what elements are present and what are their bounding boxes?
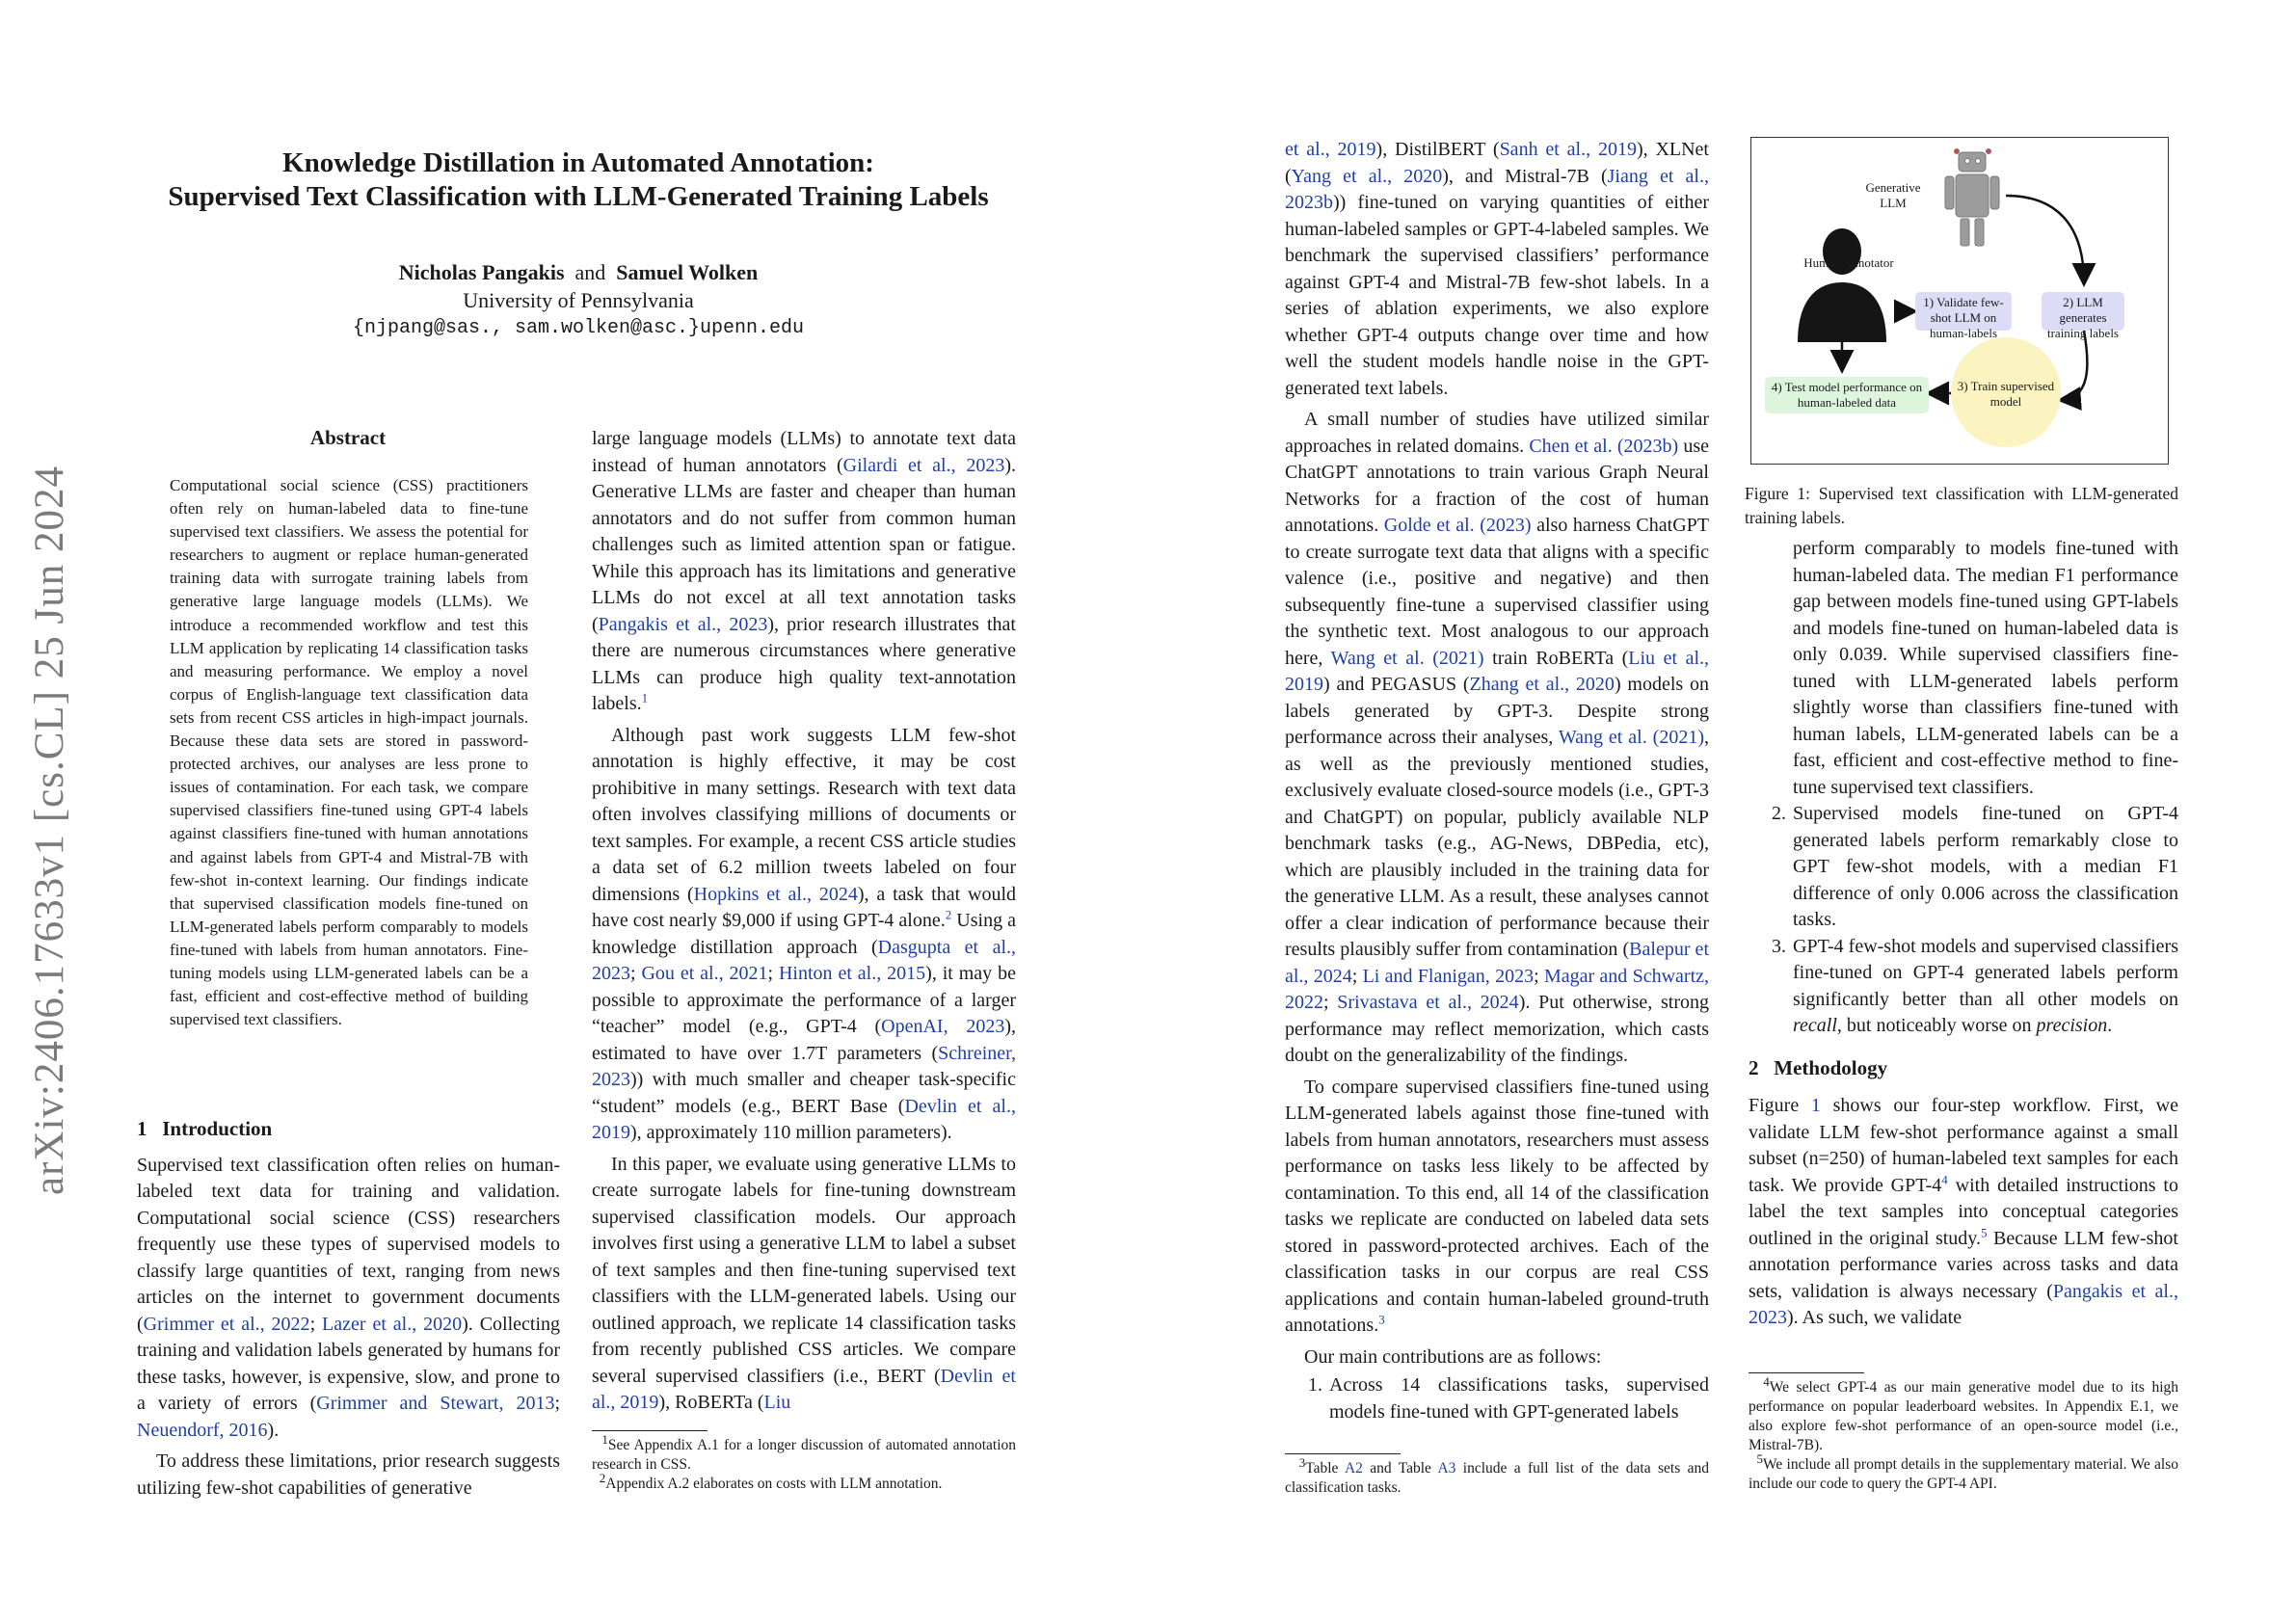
section-2-number: 2 <box>1749 1055 1759 1079</box>
citation-link[interactable]: Pangakis et al., 2023 <box>1749 1280 2178 1328</box>
col3-paragraph-2: To compare supervised classifiers fine-tuned using LLM-generated labels against those fine-tuned with labels from human annotators, researchers must assess performance on tasks less likely to be affected by contamination. To this end, all 14 of the classification tasks we replicate are conducted on labeled data sets stored in password-protected archives. Each of the classification tasks in our corpus are real CSS applications and contain human-labeled ground-truth annotations.$^3$ <box>1285 1076 1709 1336</box>
author-1: Nicholas Pangakis <box>398 260 565 284</box>
footnote-2: $^2$Appendix A.2 elaborates on costs with LLM annotation. <box>599 1470 943 1492</box>
author-block <box>145 258 1012 342</box>
robot-label: Generative LLM <box>1865 180 1921 210</box>
citation-link[interactable]: OpenAI, 2023 <box>881 1016 1005 1037</box>
citation-link[interactable]: Liu <box>763 1392 791 1413</box>
citation-link[interactable]: Gilardi et al., 2023 <box>842 454 1005 476</box>
footnote-rule <box>592 1430 707 1431</box>
list-item: 1. Across 14 classifications tasks, supervised models fine-tuned with GPT-generated labels <box>1327 1372 1709 1425</box>
human-label: Human Annotator <box>1803 255 1894 270</box>
table-ref-link[interactable]: A2 <box>1344 1460 1363 1477</box>
citation-link[interactable]: Grimmer et al., 2022 <box>143 1313 310 1335</box>
citation-link[interactable]: Lazer et al., 2020 <box>322 1313 463 1335</box>
citation-link[interactable]: Chen et al. (2023b) <box>1529 435 1679 457</box>
figure-ref-link[interactable]: 1 <box>1810 1095 1821 1116</box>
citation-link[interactable]: Liu et al., 2019 <box>1285 647 1710 695</box>
step-3-circle: 3) Train supervised model <box>1957 379 2055 409</box>
citation-link[interactable]: Neuendorf, 2016 <box>137 1419 268 1441</box>
paper-title <box>145 146 1012 214</box>
affiliation: University of Pennsylvania <box>463 288 694 312</box>
citation-link[interactable]: Magar and Schwartz, 2022 <box>1285 965 1709 1013</box>
citation-link[interactable]: Li and Flanigan, 2023 <box>1362 965 1535 987</box>
citation-link[interactable]: Sanh et al., 2019 <box>1499 139 1637 160</box>
col2-paragraph-1: large language models (LLMs) to annotate text data instead of human annotators (Gilardi et al., 2023). Generative LLMs are faster and cheaper than human annotators and do not suffer from common human challenges such as limited attention span or fatigue. While this approach has its limitations and generative LLMs do not excel at all text annotation tasks (Pangakis et al., 2023), prior research illustrates that there are numerous circumstances where generative LLMs can produce high quality text-annotation labels.$^1$ <box>592 428 1016 714</box>
footnote-rule <box>1749 1372 1864 1373</box>
footnote-mark[interactable]: 5 <box>1981 1224 1988 1239</box>
citation-link[interactable]: Wang et al. (2021) <box>1330 647 1484 669</box>
citation-link[interactable]: Dasgupta et al., 2023 <box>592 936 1017 984</box>
footnote-5: $^5$We include all prompt details in the supplementary material. We also include our code to query the GPT-4 API. <box>1749 1450 2179 1492</box>
citation-link[interactable]: Schreiner, 2023 <box>592 1042 1016 1090</box>
author-email: {njpang@sas., sam.wolken@asc.}upenn.edu <box>352 317 805 339</box>
step-2-box: 2) LLM generates training labels <box>2046 295 2119 340</box>
footnote-mark[interactable]: 2 <box>945 907 952 922</box>
citation-link[interactable]: Balepur et al., 2024 <box>1285 939 1709 987</box>
citation-link[interactable]: Jiang et al., 2023b <box>1285 165 1709 213</box>
col3-paragraph-1: A small number of studies have utilized similar approaches in related domains. Chen et al. (2023b) use ChatGPT annotations to train various Graph Neural Networks for a fraction of the cost of human annotations. Golde et al. (2023) also harness ChatGPT to create surrogate text data that aligns with a specific valence (i.e., positive and negative) and then subsequently fine-tune a supervised classifier using the synthetic text. Most analogous to our approach here, Wang et al. (2021) train RoBERTa (Liu et al., 2019) and PEGASUS (Zhang et al., 2020) models on labels generated by GPT-3. Despite strong performance across their analyses, Wang et al. (2021), as well as the previously mentioned studies, exclusively evaluate closed-source models (i.e., GPT-3 and ChatGPT) on popular, publicly available NLP benchmark tasks (e.g., AG-News, DBPedia, etc), which are plausibly included in the training data for the generative LLM. As a result, these analyses cannot offer a clear indication of performance because their results plausibly suffer from contamination (Balepur et al., 2024; Li and Flanigan, 2023; Magar and Schwartz, 2022; Srivastava et al., 2024). Put otherwise, strong performance may reflect memorization, which casts doubt on the generalizability of the findings. <box>1285 409 1710 1066</box>
citation-link[interactable]: Golde et al. (2023) <box>1383 515 1532 536</box>
intro-section <box>137 1116 560 1502</box>
methodology-paragraph: Figure 1 shows our four-step workflow. First, we validate LLM few-shot performance against a small subset (n=250) of human-labeled text samples for each task. We provide GPT-$4^4$ with detailed instructions to label the text samples into conceptual categories outlined in the original study.$^5$ Because LLM few-shot annotation performance varies across tasks and data sets, validation is always necessary (Pangakis et al., 2023). As such, we validate <box>1749 1095 2179 1328</box>
list-item: 2. Supervised models fine-tuned on GPT-4 generated labels perform remarkably close to GPT few-shot models, with a median F1 difference of only 0.006 across the classification tasks. <box>1791 801 2178 934</box>
footnote-mark[interactable]: 3 <box>1378 1312 1385 1327</box>
intro-number: 1 <box>137 1117 147 1140</box>
col2-paragraph-2: Although past work suggests LLM few-shot annotation is highly effective, it may be cost prohibitive in many settings. Research with text data often involves classifying millions of documents or text samples. For example, a recent CSS article studies a data set of 6.2 million tweets labeled on four dimensions (Hopkins et al., 2024), a task that would have cost nearly $9,000 if using GPT-4 alone.$^2$ Using a knowledge distillation approach (Dasgupta et al., 2023; Gou et al., 2021; Hinton et al., 2015), it may be possible to approximate the performance of a larger “teacher” model (e.g., GPT-4 (OpenAI, 2023), estimated to have over 1.7T parameters (Schreiner, 2023)) with much smaller and cheaper task-specific “student” models (e.g., BERT Base (Devlin et al., 2019), approximately 110 million parameters). <box>592 724 1017 1143</box>
footnote-3: $^3$Table A2 and Table A3 include a full list of the data sets and classification tasks. <box>1285 1454 1709 1496</box>
citation-link[interactable]: Devlin et al., 2019 <box>592 1365 1016 1413</box>
author-and: and <box>574 260 606 284</box>
col3 <box>1285 137 1709 1425</box>
citation-link[interactable]: Pangakis et al., 2023 <box>598 613 768 635</box>
citation-link[interactable]: Hopkins et al., 2024 <box>693 883 858 905</box>
title-line-2: Supervised Text Classification with LLM-Generated Training Labels <box>168 181 989 212</box>
citation-link[interactable]: Devlin et al., 2019 <box>592 1095 1016 1143</box>
figure-1 <box>1750 137 2169 465</box>
citation-link[interactable]: Wang et al. (2021) <box>1558 727 1704 748</box>
step-1-box: 1) Validate few-shot LLM on human-labels <box>1923 295 2004 340</box>
step-4-box: 4) Test model performance on human-labeled data <box>1771 380 1923 410</box>
author-2: Samuel Wolken <box>616 260 759 284</box>
intro-paragraph-1: Supervised text classification often relies on human-labeled text data for training and validation. Computational social science (CSS) researchers frequently use these types of supervised models to classify large quantities of text, ranging from news articles on the internet to government documents (Grimmer et al., 2022; Lazer et al., 2020). Collecting training and validation labels generated by humans for these tasks, however, is expensive, slow, and prone to a variety of errors (Grimmer and Stewart, 2013; Neuendorf, 2016). <box>137 1154 561 1441</box>
footnote-mark[interactable]: 4 <box>1941 1171 1948 1186</box>
contributions-list <box>1285 1372 1709 1425</box>
citation-link[interactable]: Yang et al., 2020 <box>1291 165 1443 187</box>
col4 <box>1749 536 2178 1332</box>
footnotes-col4 <box>1749 1373 2179 1494</box>
contributions-list-cont <box>1749 536 2178 1040</box>
robot-icon <box>1945 149 1999 247</box>
intro-paragraph-2: To address these limitations, prior research suggests utilizing few-shot capabilities of generative <box>137 1450 560 1499</box>
list-item: 3. GPT-4 few-shot models and supervised classifiers fine-tuned on GPT-4 generated labels perform significantly better than all other models on recall, but noticeably worse on precision. <box>1791 934 2178 1040</box>
title-line-1: Knowledge Distillation in Automated Annotation: <box>282 147 874 178</box>
citation-link[interactable]: Grimmer and Stewart, 2013 <box>316 1393 555 1414</box>
intro-col2 <box>592 426 1016 1417</box>
table-ref-link[interactable]: A3 <box>1437 1460 1456 1477</box>
footnote-rule <box>1285 1453 1401 1454</box>
figure-caption: Figure 1: Supervised text classification with LLM-generated training labels. <box>1745 484 2178 527</box>
footnote-1: $^1$See Appendix A.1 for a longer discussion of automated annotation research in CSS. <box>592 1431 1017 1473</box>
person-icon <box>1798 228 1886 342</box>
footnote-4: $^4$We select GPT-4 as our main generative model due to its high performance on popular leaderboard websites. In Appendix E.1, we also explore few-shot performance of an open-source model (i.e., Mistral-7B). <box>1749 1373 2179 1453</box>
col3-paragraph-3: Our main contributions are as follows: <box>1304 1345 1602 1368</box>
footnotes-col2 <box>592 1431 1017 1494</box>
footnote-mark[interactable]: 1 <box>641 690 649 705</box>
arxiv-stamp: arXiv:2406.17633v1 [cs.CL] 25 Jun 2024 <box>27 466 72 1195</box>
abstract-heading: Abstract <box>309 426 387 449</box>
citation-link[interactable]: Zhang et al., 2020 <box>1469 674 1615 695</box>
abstract-text: Computational social science (CSS) practitioners often rely on human-labeled data to fine-tune supervised text classifiers. We assess the potential for researchers to augment or replace human-generated training data with surrogate training labels from generative large language models (LLMs). We introduce a recommended workflow and test this LLM application by replicating 14 classification tasks and measuring performance. We employ a novel corpus of English-language text classification data sets from recent CSS articles in high-impact journals. Because these data sets are stored in password-protected archives, our analyses are less prone to issues of contamination. For each task, we compare supervised classifiers fine-tuned using GPT-4 labels against classifiers fine-tuned with human annotations and against labels from GPT-4 and Mistral-7B with few-shot in-context learning. Our findings indicate that supervised classification models fine-tuned on LLM-generated labels perform comparably to models fine-tuned with labels from human annotators. Fine-tuning models using LLM-generated labels can be a fast, efficient and cost-effective method of building supervised text classifiers. <box>170 476 528 1029</box>
col2-paragraph-3: In this paper, we evaluate using generative LLMs to create surrogate labels for fine-tuning downstream supervised classification models. Our approach involves first using a generative LLM to label a subset of text samples and then fine-tuning supervised text classifiers with the LLM-generated labels. Using our outlined approach, we replicate 14 classification tasks from recently published CSS articles. We compare several supervised classifiers (i.e., BERT (Devlin et al., 2019), RoBERTa (Liu <box>592 1153 1016 1413</box>
citation-link[interactable]: Gou et al., 2021 <box>641 963 768 984</box>
citation-link[interactable]: Hinton et al., 2015 <box>778 963 926 984</box>
citation-link[interactable]: Srivastava et al., 2024 <box>1337 992 1519 1013</box>
list-item: perform comparably to models fine-tuned with human-labeled data. The median F1 performance gap between models fine-tuned using GPT-labels and models fine-tuned on human-labeled data is only 0.039. While supervised classifiers fine-tuned with LLM-generated labels perform slightly worse than classifiers fine-tuned with human labels, LLM-generated labels can be a fast, efficient and cost-effective method to fine-tune supervised text classifiers. <box>1793 538 2178 798</box>
col3-paragraph-0: et al., 2019), DistilBERT (Sanh et al., 2019), XLNet (Yang et al., 2020), and Mistral-7B (Jiang et al., 2023b)) fine-tuned on varying quantities of either human-labeled samples or GPT-4-labeled samples. We benchmark the supervised classifiers’ performance against GPT-4 and Mistral-7B few-shot labels. In a series of ablation experiments, we also explore whether GPT-4 outputs change over time and how well the student models handle noise in the GPT-generated text labels. <box>1285 139 1709 399</box>
section-2-heading: Methodology <box>1774 1055 1888 1079</box>
citation-link[interactable]: et al., 2019 <box>1285 139 1376 160</box>
intro-heading: Introduction <box>162 1117 273 1140</box>
